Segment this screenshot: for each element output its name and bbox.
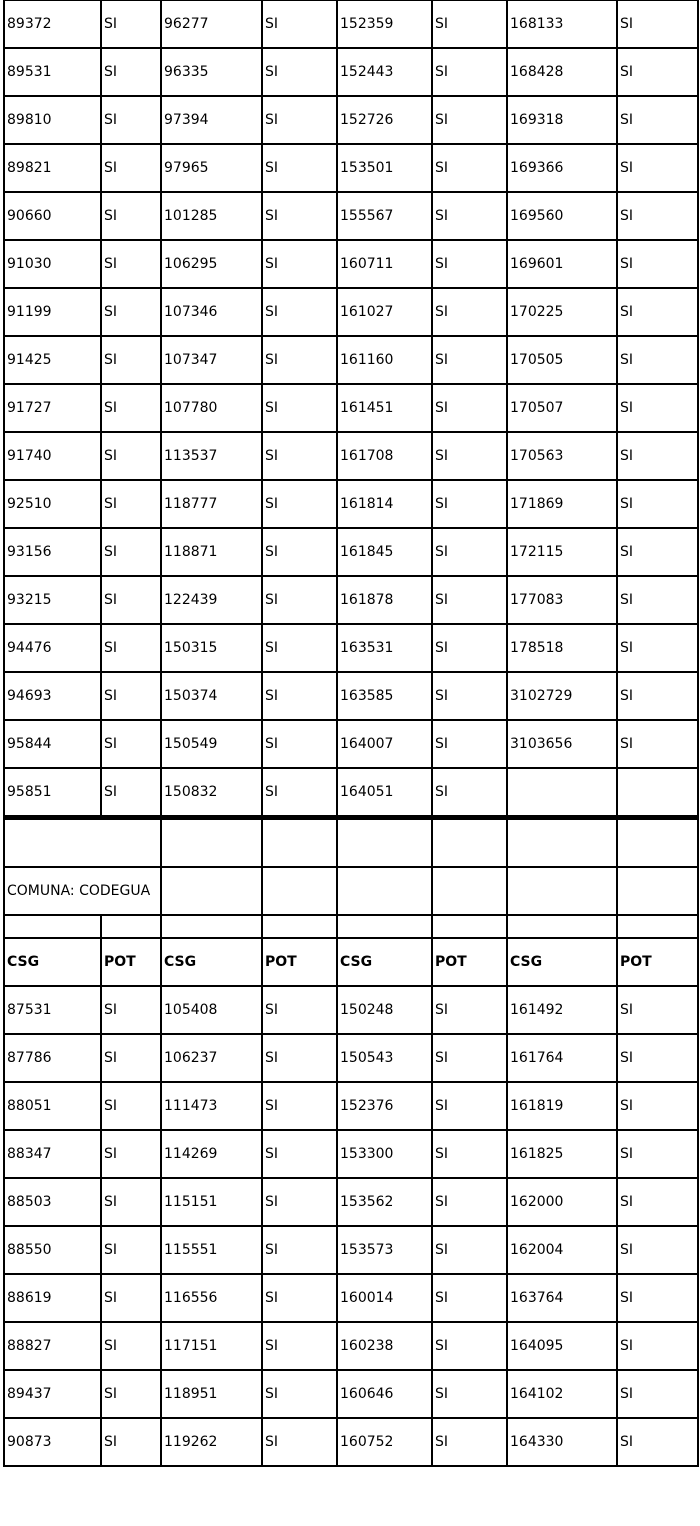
pot-cell: SI — [262, 1130, 337, 1178]
pot-cell: SI — [262, 1178, 337, 1226]
csg-cell: 162004 — [507, 1226, 617, 1274]
pot-cell: SI — [262, 720, 337, 768]
csg-header: CSG — [4, 938, 101, 986]
csg-cell: 150543 — [337, 1034, 432, 1082]
table-row — [4, 48, 698, 96]
csg-cell: 107346 — [161, 288, 262, 336]
pot-cell: SI — [101, 240, 161, 288]
pot-cell: SI — [617, 986, 698, 1034]
csg-cell: 96277 — [161, 1, 262, 49]
pot-cell: SI — [432, 720, 507, 768]
pot-cell: SI — [101, 1370, 161, 1418]
table-row — [4, 1178, 698, 1226]
pot-cell: SI — [101, 1322, 161, 1370]
comuna-label: COMUNA: CODEGUA — [4, 867, 161, 915]
pot-cell: SI — [617, 1178, 698, 1226]
table-row — [4, 240, 698, 288]
csg-cell: 101285 — [161, 192, 262, 240]
blank-cell — [617, 867, 698, 915]
csg-cell: 160752 — [337, 1418, 432, 1466]
pot-header: POT — [262, 938, 337, 986]
csg-cell: 107780 — [161, 384, 262, 432]
pot-header: POT — [617, 938, 698, 986]
pot-cell: SI — [617, 288, 698, 336]
pot-cell: SI — [262, 1322, 337, 1370]
blank-cell — [432, 915, 507, 938]
pot-cell: SI — [262, 986, 337, 1034]
pot-cell: SI — [101, 288, 161, 336]
csg-cell: 152376 — [337, 1082, 432, 1130]
pot-cell: SI — [101, 1226, 161, 1274]
pot-cell: SI — [432, 384, 507, 432]
table-row — [4, 1370, 698, 1418]
blank-cell — [262, 819, 337, 868]
csg-cell: 161845 — [337, 528, 432, 576]
header-row — [4, 938, 698, 986]
pot-cell: SI — [101, 144, 161, 192]
table-row — [4, 144, 698, 192]
csg-cell: 169318 — [507, 96, 617, 144]
pot-cell: SI — [262, 144, 337, 192]
csg-cell: 89437 — [4, 1370, 101, 1418]
pot-cell: SI — [617, 1082, 698, 1130]
pot-cell: SI — [101, 528, 161, 576]
csg-cell: 153501 — [337, 144, 432, 192]
csg-cell: 160711 — [337, 240, 432, 288]
csg-cell: 91030 — [4, 240, 101, 288]
csg-cell: 118871 — [161, 528, 262, 576]
csg-cell: 169366 — [507, 144, 617, 192]
csg-cell: 92510 — [4, 480, 101, 528]
table-row — [4, 384, 698, 432]
pot-cell: SI — [262, 384, 337, 432]
pot-cell: SI — [432, 96, 507, 144]
table-row — [4, 672, 698, 720]
pot-cell: SI — [432, 1226, 507, 1274]
pot-cell: SI — [617, 192, 698, 240]
csg-cell: 111473 — [161, 1082, 262, 1130]
pot-cell: SI — [101, 1082, 161, 1130]
table-row — [4, 768, 698, 816]
csg-cell: 88827 — [4, 1322, 101, 1370]
pot-cell: SI — [101, 576, 161, 624]
pot-cell: SI — [617, 96, 698, 144]
pot-cell: SI — [617, 1370, 698, 1418]
csg-cell: 152443 — [337, 48, 432, 96]
blank-cell — [507, 819, 617, 868]
blank-cell — [617, 915, 698, 938]
table-row — [4, 192, 698, 240]
blank-cell — [507, 867, 617, 915]
pot-cell: SI — [432, 1130, 507, 1178]
pot-cell: SI — [101, 480, 161, 528]
csg-cell: 150549 — [161, 720, 262, 768]
csg-cell: 150315 — [161, 624, 262, 672]
pot-cell: SI — [262, 1082, 337, 1130]
pot-cell: SI — [101, 1034, 161, 1082]
pot-cell: SI — [262, 576, 337, 624]
table-row — [4, 1322, 698, 1370]
pot-cell: SI — [101, 624, 161, 672]
blank-cell — [507, 915, 617, 938]
pot-cell: SI — [617, 528, 698, 576]
csg-cell: 160238 — [337, 1322, 432, 1370]
csg-cell: 95844 — [4, 720, 101, 768]
table-row — [4, 528, 698, 576]
blank-cell — [337, 915, 432, 938]
csg-cell: 87786 — [4, 1034, 101, 1082]
csg-header: CSG — [337, 938, 432, 986]
csg-cell: 93215 — [4, 576, 101, 624]
csg-cell: 170225 — [507, 288, 617, 336]
pot-cell: SI — [262, 1274, 337, 1322]
csg-cell: 161708 — [337, 432, 432, 480]
pot-cell: SI — [262, 1, 337, 49]
csg-cell: 160646 — [337, 1370, 432, 1418]
csg-header: CSG — [161, 938, 262, 986]
table-row — [4, 1034, 698, 1082]
table-row — [4, 1226, 698, 1274]
table-row — [4, 576, 698, 624]
pot-cell: SI — [432, 528, 507, 576]
pot-cell: SI — [617, 672, 698, 720]
csg-cell: 94693 — [4, 672, 101, 720]
csg-cell: 89821 — [4, 144, 101, 192]
pot-cell: SI — [101, 336, 161, 384]
csg-cell: 97394 — [161, 96, 262, 144]
table-row — [4, 720, 698, 768]
pot-cell: SI — [432, 144, 507, 192]
pot-cell: SI — [262, 336, 337, 384]
pot-cell: SI — [101, 1130, 161, 1178]
table-row — [4, 1274, 698, 1322]
pot-cell: SI — [262, 1370, 337, 1418]
csg-cell: 115551 — [161, 1226, 262, 1274]
pot-cell: SI — [617, 432, 698, 480]
csg-cell: 160014 — [337, 1274, 432, 1322]
csg-cell: 118951 — [161, 1370, 262, 1418]
csg-cell: 90660 — [4, 192, 101, 240]
csg-cell: 91425 — [4, 336, 101, 384]
pot-cell: SI — [432, 48, 507, 96]
table-row — [4, 432, 698, 480]
pot-cell: SI — [432, 1274, 507, 1322]
csg-cell: 106237 — [161, 1034, 262, 1082]
csg-cell: 163531 — [337, 624, 432, 672]
pot-cell: SI — [101, 1418, 161, 1466]
csg-cell: 88347 — [4, 1130, 101, 1178]
csg-cell: 87531 — [4, 986, 101, 1034]
csg-cell: 161878 — [337, 576, 432, 624]
csg-cell: 3102729 — [507, 672, 617, 720]
csg-cell: 152726 — [337, 96, 432, 144]
csg-cell: 170505 — [507, 336, 617, 384]
pot-cell: SI — [617, 144, 698, 192]
comuna-row — [4, 867, 698, 915]
csg-cell: 152359 — [337, 1, 432, 49]
blank-cell — [337, 867, 432, 915]
csg-cell: 88051 — [4, 1082, 101, 1130]
csg-cell: 164051 — [337, 768, 432, 816]
pot-cell: SI — [262, 240, 337, 288]
table-row — [4, 1, 698, 49]
csg-cell: 170563 — [507, 432, 617, 480]
blank-cell — [161, 915, 262, 938]
table-row — [4, 1082, 698, 1130]
pot-cell: SI — [101, 672, 161, 720]
csg-cell: 90873 — [4, 1418, 101, 1466]
pot-cell: SI — [432, 1370, 507, 1418]
csg-cell: 89372 — [4, 1, 101, 49]
pot-cell: SI — [262, 528, 337, 576]
blank-row — [4, 819, 698, 868]
csg-cell: 171869 — [507, 480, 617, 528]
pot-cell: SI — [617, 720, 698, 768]
csg-cell: 161492 — [507, 986, 617, 1034]
csg-cell: 163585 — [337, 672, 432, 720]
pot-cell: SI — [101, 96, 161, 144]
csg-cell: 150832 — [161, 768, 262, 816]
csg-cell: 153562 — [337, 1178, 432, 1226]
pot-cell: SI — [432, 480, 507, 528]
csg-cell: 169601 — [507, 240, 617, 288]
csg-cell: 119262 — [161, 1418, 262, 1466]
csg-cell: 89531 — [4, 48, 101, 96]
csg-cell: 168133 — [507, 1, 617, 49]
table-row — [4, 624, 698, 672]
table-row — [4, 336, 698, 384]
csg-cell: 161825 — [507, 1130, 617, 1178]
csg-cell: 89810 — [4, 96, 101, 144]
pot-cell: SI — [432, 288, 507, 336]
table-row — [4, 96, 698, 144]
pot-cell: SI — [101, 432, 161, 480]
csg-cell: 150374 — [161, 672, 262, 720]
pot-cell: SI — [617, 1322, 698, 1370]
csg-cell: 177083 — [507, 576, 617, 624]
blank-cell — [161, 819, 262, 868]
blank-cell — [161, 867, 262, 915]
csg-header: CSG — [507, 938, 617, 986]
csg-cell: 113537 — [161, 432, 262, 480]
csg-cell: 114269 — [161, 1130, 262, 1178]
pot-cell: SI — [262, 96, 337, 144]
csg-cell: 161160 — [337, 336, 432, 384]
codegua-table — [3, 817, 699, 1467]
csg-cell: 97965 — [161, 144, 262, 192]
blank-cell — [432, 819, 507, 868]
pot-cell: SI — [262, 1226, 337, 1274]
csg-cell: 88619 — [4, 1274, 101, 1322]
csg-cell: 118777 — [161, 480, 262, 528]
csg-cell: 91740 — [4, 432, 101, 480]
csg-cell — [507, 768, 617, 816]
table-row — [4, 1418, 698, 1466]
csg-cell: 153300 — [337, 1130, 432, 1178]
csg-cell: 88503 — [4, 1178, 101, 1226]
blank-cell — [617, 819, 698, 868]
pot-cell: SI — [262, 1418, 337, 1466]
table-row — [4, 288, 698, 336]
pot-cell: SI — [617, 384, 698, 432]
csg-cell: 88550 — [4, 1226, 101, 1274]
csg-cell: 115151 — [161, 1178, 262, 1226]
csg-cell: 93156 — [4, 528, 101, 576]
csg-cell: 161764 — [507, 1034, 617, 1082]
pot-cell: SI — [101, 768, 161, 816]
pot-cell: SI — [262, 288, 337, 336]
csg-cell: 170507 — [507, 384, 617, 432]
pot-cell: SI — [101, 192, 161, 240]
blank-cell — [262, 867, 337, 915]
csg-cell: 3103656 — [507, 720, 617, 768]
csg-cell: 161451 — [337, 384, 432, 432]
pot-cell: SI — [617, 48, 698, 96]
pot-cell: SI — [432, 240, 507, 288]
csg-cell: 172115 — [507, 528, 617, 576]
table-row — [4, 1130, 698, 1178]
pot-cell: SI — [432, 1178, 507, 1226]
pot-cell: SI — [617, 1418, 698, 1466]
csg-cell: 164102 — [507, 1370, 617, 1418]
pot-cell: SI — [101, 1178, 161, 1226]
pot-cell: SI — [432, 624, 507, 672]
blank-cell — [337, 819, 432, 868]
pot-cell: SI — [617, 1130, 698, 1178]
pot-cell: SI — [262, 672, 337, 720]
csg-cell: 91199 — [4, 288, 101, 336]
pot-cell: SI — [262, 192, 337, 240]
pot-cell: SI — [617, 1, 698, 49]
pot-cell: SI — [432, 432, 507, 480]
csg-cell: 117151 — [161, 1322, 262, 1370]
pot-header: POT — [101, 938, 161, 986]
csg-cell: 164007 — [337, 720, 432, 768]
csg-cell: 168428 — [507, 48, 617, 96]
csg-cell: 162000 — [507, 1178, 617, 1226]
pot-cell: SI — [617, 336, 698, 384]
csg-cell: 91727 — [4, 384, 101, 432]
pot-cell: SI — [101, 1, 161, 49]
pot-cell: SI — [617, 576, 698, 624]
pot-cell: SI — [432, 192, 507, 240]
pot-cell: SI — [101, 384, 161, 432]
csg-cell: 178518 — [507, 624, 617, 672]
csg-cell: 105408 — [161, 986, 262, 1034]
pot-cell: SI — [432, 576, 507, 624]
csg-cell: 122439 — [161, 576, 262, 624]
spacer-row — [4, 915, 698, 938]
csg-cell: 95851 — [4, 768, 101, 816]
csg-cell: 94476 — [4, 624, 101, 672]
pot-cell: SI — [101, 986, 161, 1034]
pot-cell: SI — [262, 624, 337, 672]
pot-cell: SI — [101, 48, 161, 96]
csg-cell: 164095 — [507, 1322, 617, 1370]
pot-cell: SI — [432, 986, 507, 1034]
pot-cell: SI — [432, 1322, 507, 1370]
pot-cell: SI — [262, 432, 337, 480]
pot-cell: SI — [617, 1034, 698, 1082]
csg-cell: 169560 — [507, 192, 617, 240]
csg-table-continued — [3, 0, 699, 817]
csg-cell: 161814 — [337, 480, 432, 528]
table-row — [4, 480, 698, 528]
pot-cell: SI — [432, 1, 507, 49]
csg-cell: 150248 — [337, 986, 432, 1034]
csg-cell: 107347 — [161, 336, 262, 384]
blank-cell — [4, 915, 101, 938]
pot-cell: SI — [262, 480, 337, 528]
pot-cell: SI — [617, 240, 698, 288]
pot-cell: SI — [617, 1274, 698, 1322]
csg-cell: 164330 — [507, 1418, 617, 1466]
pot-cell: SI — [617, 1226, 698, 1274]
pot-cell — [617, 768, 698, 816]
blank-cell — [4, 819, 161, 868]
csg-cell: 155567 — [337, 192, 432, 240]
table-row — [4, 986, 698, 1034]
csg-cell: 161027 — [337, 288, 432, 336]
pot-cell: SI — [432, 1082, 507, 1130]
pot-cell: SI — [262, 1034, 337, 1082]
csg-cell: 153573 — [337, 1226, 432, 1274]
document-page — [3, 0, 697, 1526]
pot-cell: SI — [432, 336, 507, 384]
blank-cell — [432, 867, 507, 915]
blank-cell — [101, 915, 161, 938]
csg-cell: 163764 — [507, 1274, 617, 1322]
pot-cell: SI — [432, 672, 507, 720]
csg-cell: 96335 — [161, 48, 262, 96]
blank-cell — [262, 915, 337, 938]
csg-cell: 116556 — [161, 1274, 262, 1322]
pot-cell: SI — [432, 1418, 507, 1466]
pot-cell: SI — [432, 768, 507, 816]
pot-cell: SI — [262, 768, 337, 816]
csg-cell: 106295 — [161, 240, 262, 288]
pot-cell: SI — [617, 624, 698, 672]
pot-header: POT — [432, 938, 507, 986]
pot-cell: SI — [617, 480, 698, 528]
pot-cell: SI — [101, 1274, 161, 1322]
pot-cell: SI — [101, 720, 161, 768]
pot-cell: SI — [262, 48, 337, 96]
pot-cell: SI — [432, 1034, 507, 1082]
csg-cell: 161819 — [507, 1082, 617, 1130]
